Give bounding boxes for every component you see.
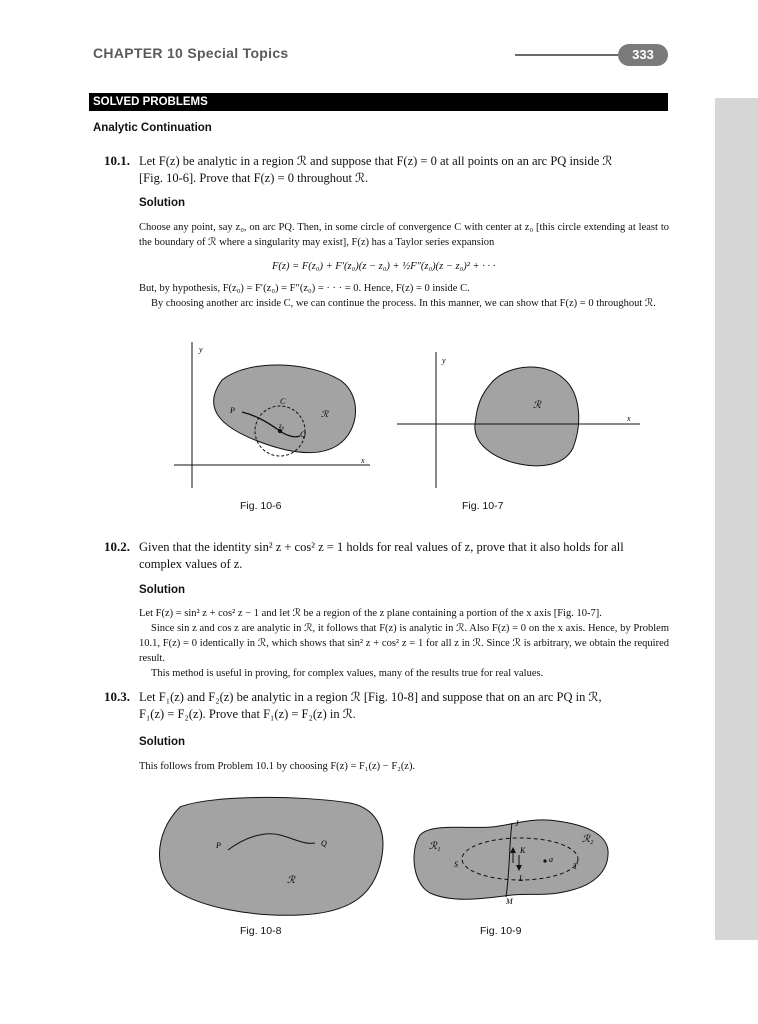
a-label: a xyxy=(549,855,553,864)
problem-statement xyxy=(139,153,699,187)
y-label: y xyxy=(442,356,446,365)
q-label: Q xyxy=(321,839,327,848)
statement-line: [Fig. 10-6]. Prove that F(z) = 0 throughout ℛ. xyxy=(139,171,369,185)
s-label: S xyxy=(454,860,458,869)
solution-paragraph: This method is useful in proving, for complex values, many of the results true for real values. xyxy=(151,668,544,679)
solution-text xyxy=(139,759,669,774)
r-label: ℛ xyxy=(287,875,295,886)
figure-caption: Fig. 10-9 xyxy=(480,925,522,937)
statement-line: complex values of z. xyxy=(139,557,243,571)
z0-label: z₀ xyxy=(279,422,285,430)
l-label: L xyxy=(519,874,524,883)
figure-10-8 xyxy=(150,795,395,920)
p-label: P xyxy=(230,406,235,415)
statement-line: Let F(z) be analytic in a region ℛ and suppose that F(z) = 0 at all points on an arc PQ inside ℛ xyxy=(139,154,613,168)
statement-line: Given that the identity sin² z + cos² z = 1 holds for real values of z, prove that it also holds for all xyxy=(139,540,624,554)
j-label: J xyxy=(515,819,519,828)
r1-label: ℛ₁ xyxy=(429,841,441,852)
solution-paragraph: This follows from Problem 10.1 by choosing F(z) = F₁(z) − F₂(z). xyxy=(139,761,416,772)
statement-line: Let F₁(z) and F₂(z) be analytic in a region ℛ [Fig. 10-8] and suppose that on an arc PQ in ℛ, xyxy=(139,690,602,704)
solution-paragraph: Since sin z and cos z are analytic in ℛ, it follows that F(z) is analytic in ℛ. Also F(z) = 0 on the x axis. Hence, by Problem 10.1, F(z) = 0 identically in ℛ, which shows that sin² z + cos² z = 1 for all z in ℛ. Since ℛ is arbitrary, we obtain the required result. xyxy=(139,623,669,664)
page-number: 333 xyxy=(618,44,668,66)
m-label: M xyxy=(506,897,513,906)
p-label: P xyxy=(216,841,221,850)
problem-number: 10.1. xyxy=(104,153,130,168)
header-rule xyxy=(515,54,625,56)
solution-paragraph: Let F(z) = sin² z + cos² z − 1 and let ℛ be a region of the z plane containing a portion of the x axis [Fig. 10-7]. xyxy=(139,608,602,619)
solution-paragraph: By choosing another arc inside C, we can continue the process. In this manner, we can show that F(z) = 0 throughout ℛ. xyxy=(151,298,656,309)
figure-10-7 xyxy=(395,350,645,490)
figure-caption: Fig. 10-8 xyxy=(240,925,282,937)
solution-text xyxy=(139,281,669,311)
r-label: ℛ xyxy=(533,400,541,411)
solution-text xyxy=(139,220,669,250)
x-label: x xyxy=(627,414,631,423)
point-a xyxy=(543,859,546,862)
solution-text xyxy=(139,606,669,681)
t-label: T xyxy=(573,862,578,871)
problem-number: 10.2. xyxy=(104,539,130,554)
q-label: Q xyxy=(300,430,306,439)
k-label: K xyxy=(520,846,526,855)
solution-paragraph: But, by hypothesis, F(z₀) = F′(z₀) = F″(z₀) = · · · = 0. Hence, F(z) = 0 inside C. xyxy=(139,283,470,294)
r-label: ℛ xyxy=(321,409,329,419)
figure-10-6 xyxy=(170,340,380,490)
c-label: C xyxy=(280,397,286,406)
problem-statement xyxy=(139,689,699,723)
y-label: y xyxy=(199,345,203,354)
problem-statement xyxy=(139,539,699,573)
r2-label: ℛ₂ xyxy=(582,834,594,845)
region-r xyxy=(475,367,579,466)
solution-label: Solution xyxy=(139,584,185,596)
region-r xyxy=(159,797,382,915)
solution-label: Solution xyxy=(139,736,185,748)
solved-problems-banner: SOLVED PROBLEMS xyxy=(89,93,668,111)
taylor-equation: F(z) = F(z₀) + F′(z₀)(z − z₀) + ½F″(z₀)(z − z₀)² + · · · xyxy=(272,261,496,272)
figure-10-9 xyxy=(412,815,612,910)
figure-caption: Fig. 10-6 xyxy=(240,500,282,512)
problem-number: 10.3. xyxy=(104,689,130,704)
solution-paragraph: Choose any point, say z₀, on arc PQ. Then, in some circle of convergence C with center at z₀ [this circle extending at least to the boundary of ℛ where a singularity may exist], F(z) has a Taylor series expansion xyxy=(139,222,669,248)
statement-line: F₁(z) = F₂(z). Prove that F₁(z) = F₂(z) in ℛ. xyxy=(139,707,356,721)
figure-caption: Fig. 10-7 xyxy=(462,500,504,512)
chapter-header: CHAPTER 10 Special Topics xyxy=(93,45,289,61)
section-title: Analytic Continuation xyxy=(93,122,212,134)
region-r xyxy=(214,365,356,453)
x-label: x xyxy=(361,456,365,465)
solution-label: Solution xyxy=(139,197,185,209)
page-edge-tab xyxy=(715,98,758,940)
